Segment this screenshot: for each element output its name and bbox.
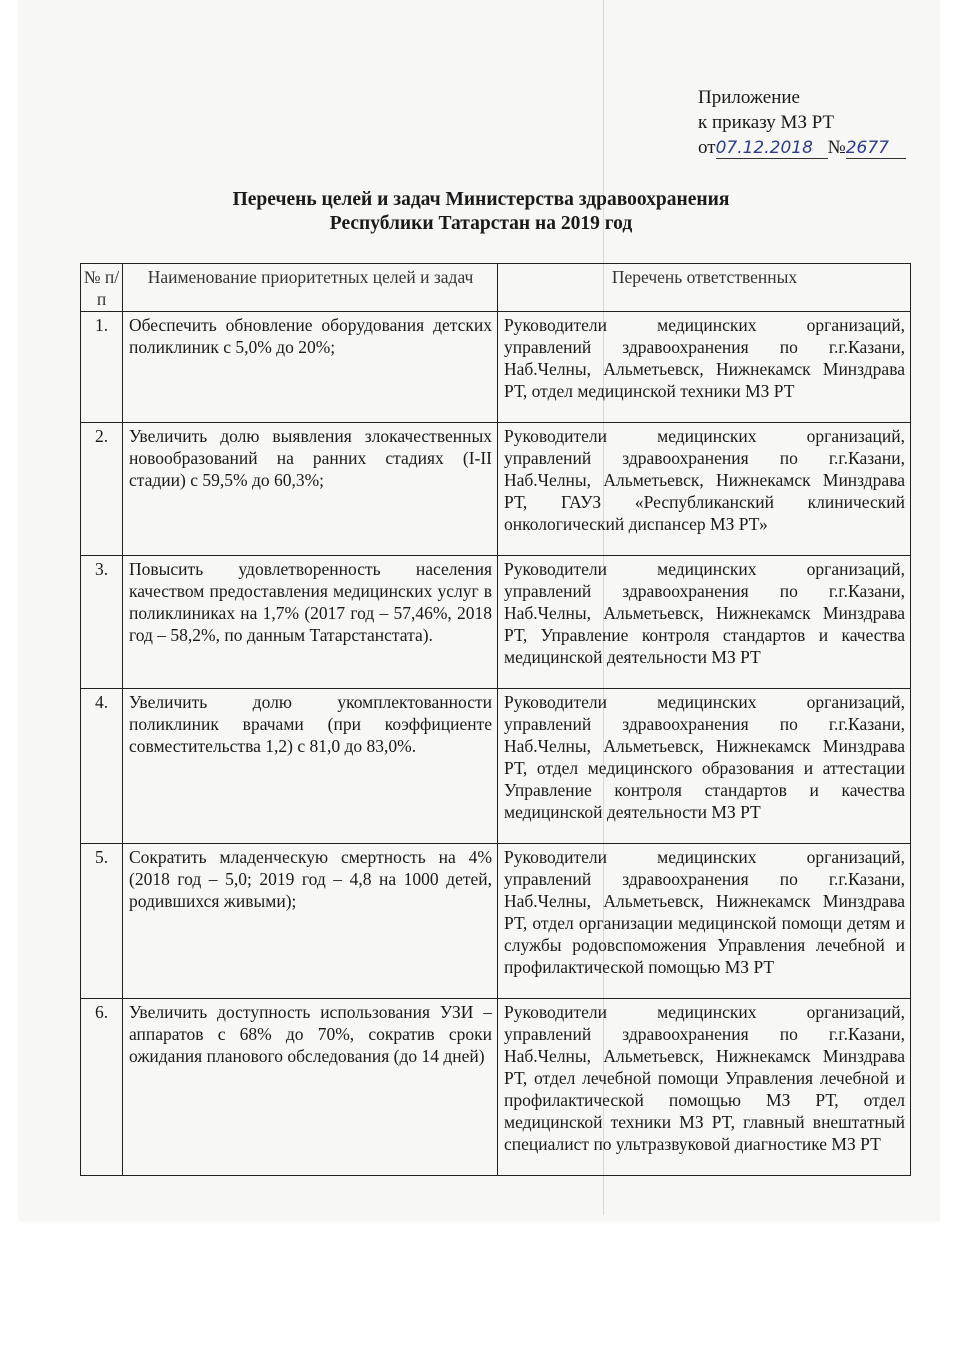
title-line-2: Республики Татарстан на 2019 год [329,213,633,234]
order-number: 2677 [846,138,906,159]
row-number: 6. [81,999,123,1176]
responsible-text: Руководители медицинских организаций, управлений здравоохранения по г.г.Казани, Наб.Челны, Альметьевск, Нижнекамск Минздрава РТ, отдел медицинского образования и аттестации Управление контроля стандартов и качества медицинской деятельности МЗ РТ [498,689,911,844]
table-row [81,423,911,556]
table-row [81,844,911,999]
document-title [0,188,962,236]
row-number: 4. [81,689,123,844]
column-header-goals: Наименование приоритетных целей и задач [123,264,498,312]
row-number: 3. [81,556,123,689]
row-number: 1. [81,312,123,423]
goal-text: Обеспечить обновление оборудования детских поликлиник с 5,0% до 20%; [123,312,498,423]
appendix-header [698,85,938,160]
table-row [81,999,911,1176]
order-date: 07.12.2018 [716,138,828,159]
responsible-text: Руководители медицинских организаций, управлений здравоохранения по г.г.Казани, Наб.Челны, Альметьевск, Нижнекамск Минздрава РТ, отдел организации медицинской помощи детям и службы родовспоможения Управления лечебной и профилактической помощью МЗ РТ [498,844,911,999]
order-date-number [698,135,938,160]
responsible-text: Руководители медицинских организаций, управлений здравоохранения по г.г.Казани, Наб.Челны, Альметьевск, Нижнекамск Минздрава РТ, отдел лечебной помощи Управления лечебной и профилактической помощью МЗ РТ, отдел медицинской техники МЗ РТ, главный внештатный специалист по ультразвуковой диагностике МЗ РТ [498,999,911,1176]
page-margin [18,1222,940,1359]
goal-text: Увеличить доступность использования УЗИ – аппаратов с 68% до 70%, сократив сроки ожидания планового обследования (до 14 дней) [123,999,498,1176]
title-line-1: Перечень целей и задач Министерства здравоохранения [232,189,730,210]
appendix-label: Приложение [698,87,800,108]
responsible-text: Руководители медицинских организаций, управлений здравоохранения по г.г.Казани, Наб.Челны, Альметьевск, Нижнекамск Минздрава РТ, ГАУЗ «Республиканский клинический онкологический диспансер МЗ РТ» [498,423,911,556]
row-number: 2. [81,423,123,556]
date-prefix: от [698,137,716,158]
table-row [81,556,911,689]
responsible-text: Руководители медицинских организаций, управлений здравоохранения по г.г.Казани, Наб.Челны, Альметьевск, Нижнекамск Минздрава РТ, отдел медицинской техники МЗ РТ [498,312,911,423]
goal-text: Увеличить долю укомплектованности поликлиник врачами (при коэффициенте совместительства 1,2) с 81,0 до 83,0%. [123,689,498,844]
goal-text: Увеличить долю выявления злокачественных новообразований на ранних стадиях (I-II стадии) с 59,5% до 60,3%; [123,423,498,556]
table-header-row [81,264,911,312]
goal-text: Сократить младенческую смертность на 4% (2018 год – 5,0; 2019 год – 4,8 на 1000 детей, родившихся живыми); [123,844,498,999]
number-prefix: № [827,137,846,158]
row-number: 5. [81,844,123,999]
column-header-responsible: Перечень ответственных [498,264,911,312]
table-row [81,312,911,423]
responsible-text: Руководители медицинских организаций, управлений здравоохранения по г.г.Казани, Наб.Челны, Альметьевск, Нижнекамск Минздрава РТ, Управление контроля стандартов и качества медицинской деятельности МЗ РТ [498,556,911,689]
column-header-number: № п/п [81,264,123,312]
goal-text: Повысить удовлетворенность населения качеством предоставления медицинских услуг в поликлиниках на 1,7% (2017 год – 57,46%, 2018 год – 58,2%, по данным Татарстанстата). [123,556,498,689]
order-reference: к приказу МЗ РТ [698,112,835,133]
goals-table [80,263,911,1176]
table-row [81,689,911,844]
